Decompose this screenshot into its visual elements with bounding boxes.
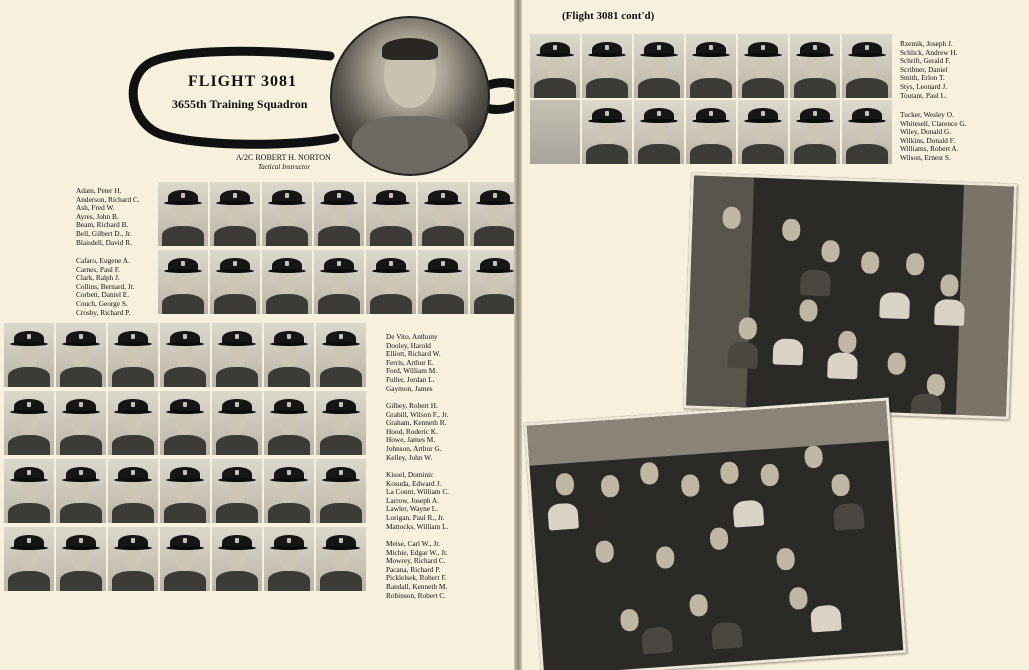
- cadet-portrait: [108, 323, 158, 387]
- cadet-name: Michie, Edgar W., Jr.: [386, 547, 448, 557]
- cadet-name: Robinson, Robert C.: [386, 590, 446, 600]
- cadet-portrait: [790, 34, 840, 98]
- cadet-portrait: [108, 391, 158, 455]
- name-block-8: [900, 111, 966, 163]
- cadet-name: Pacana, Richard P.: [386, 564, 441, 574]
- cadet-name: Elliott, Richard W.: [386, 349, 441, 359]
- cadet-name: Hood, Roderic K.: [386, 426, 438, 436]
- cadet-name: Tucker, Wesley O.: [900, 110, 954, 119]
- cadet-name: Gilbey, Robert H.: [386, 401, 438, 410]
- portrait-grid-bottom: [4, 323, 366, 591]
- cadet-portrait: [158, 250, 208, 314]
- cadet-name: Stys, Leonard J.: [900, 81, 948, 91]
- cadet-portrait: [530, 34, 580, 98]
- cadet-portrait: [4, 323, 54, 387]
- cadet-name: Anderson, Richard C.: [76, 194, 140, 204]
- cadet-name: Schrift, Gerald F.: [900, 56, 951, 66]
- cadet-portrait: [160, 323, 210, 387]
- cadet-name: Gaymon, James: [386, 383, 433, 393]
- cadet-portrait: [158, 182, 208, 246]
- cadet-name: Cafaro, Eugene A.: [76, 256, 130, 265]
- cadet-name: Wiley, Donald G.: [900, 127, 952, 137]
- cadet-portrait: [316, 459, 366, 523]
- cadet-name: Grabill, Wilson F., Jr.: [386, 409, 449, 419]
- instructor-name: A/2C ROBERT H. NORTON: [236, 153, 331, 162]
- cadet-portrait: [842, 34, 892, 98]
- cadet-portrait: [212, 459, 262, 523]
- cadet-name: Graham, Kenneth R.: [386, 418, 447, 428]
- cadet-portrait: [160, 527, 210, 591]
- cadet-portrait: [262, 250, 312, 314]
- cadet-name: Toutant, Paul L.: [900, 90, 947, 100]
- cadet-portrait: [4, 391, 54, 455]
- cadet-name: Schlick, Andrew H.: [900, 47, 958, 57]
- cadet-portrait: [160, 459, 210, 523]
- name-block-5: [386, 471, 449, 531]
- cadet-portrait: [418, 182, 468, 246]
- cadet-portrait: [212, 391, 262, 455]
- cadet-portrait: [108, 459, 158, 523]
- cadet-portrait: [212, 527, 262, 591]
- flight-title: FLIGHT 3081: [188, 73, 297, 90]
- cadet-name: Ash, Fred W.: [76, 203, 115, 213]
- squadron-subtitle: 3655th Training Squadron: [172, 97, 308, 111]
- cadet-name: Meise, Carl W., Jr.: [386, 539, 441, 548]
- cadet-portrait: [470, 250, 514, 314]
- cadet-portrait: [316, 323, 366, 387]
- cadet-name: Kissel, Dominic: [386, 470, 434, 479]
- cadet-name: Bell, Gilbert D., Jr.: [76, 228, 132, 238]
- cadet-portrait: [210, 182, 260, 246]
- cadet-name: Blaisdell, David R.: [76, 237, 132, 247]
- name-block-4: [386, 402, 448, 462]
- cadet-name: Dooley, Harold: [386, 340, 431, 350]
- cadet-name: Williams, Robert A.: [900, 144, 959, 154]
- instructor-title: Tactical Instructor: [258, 163, 311, 171]
- name-block-3: [386, 333, 441, 393]
- cadet-portrait: [56, 391, 106, 455]
- cadet-portrait: [264, 459, 314, 523]
- cadet-portrait: [842, 100, 892, 164]
- cadet-portrait: [4, 459, 54, 523]
- name-block-7: [900, 40, 958, 100]
- cadet-portrait: [470, 182, 514, 246]
- cadet-name: Larrow, Joseph A.: [386, 495, 440, 505]
- cadet-portrait: [56, 527, 106, 591]
- cadet-portrait: [582, 100, 632, 164]
- name-block-6: [386, 540, 448, 600]
- cadet-portrait: [210, 250, 260, 314]
- cadet-name: Carnes, Paul F.: [76, 264, 121, 274]
- cadet-name: Wilkins, Donald F.: [900, 135, 956, 145]
- right-page: [522, 0, 1029, 670]
- cadet-portrait: [314, 250, 364, 314]
- cadet-portrait: [366, 182, 416, 246]
- cadet-name: Lawler, Wayne L.: [386, 504, 439, 514]
- portrait-grid-top: [158, 182, 514, 314]
- cadet-name: La Count, William C.: [386, 487, 450, 497]
- cadet-name: Ford, William M.: [386, 366, 438, 376]
- cadet-name: Scribner, Daniel: [900, 64, 948, 74]
- cadet-portrait: [108, 527, 158, 591]
- group-photo-dayroom: [524, 398, 907, 670]
- cadet-name: De Vito, Anthony: [386, 332, 438, 341]
- cadet-portrait: [56, 323, 106, 387]
- cadet-name: Crosby, Richard P.: [76, 307, 131, 317]
- cadet-name: Rzemik, Joseph J.: [900, 39, 953, 48]
- cadet-name: Ayres, John B.: [76, 211, 119, 221]
- cadet-portrait: [634, 100, 684, 164]
- cadet-portrait: [56, 459, 106, 523]
- continued-title: (Flight 3081 cont'd): [562, 10, 655, 22]
- cadet-name: Kelley, John W.: [386, 452, 433, 462]
- blank-portrait-slot: [530, 100, 580, 164]
- cadet-portrait: [366, 250, 416, 314]
- cadet-portrait: [738, 100, 788, 164]
- cadet-name: Clark, Ralph J.: [76, 273, 120, 283]
- cadet-name: Wilson, Ernest S.: [900, 152, 951, 162]
- cadet-name: Lorigan, Paul R., Jr.: [386, 512, 445, 522]
- cadet-name: Picklelsek, Robert F.: [386, 573, 447, 583]
- cadet-name: Ferris, Arthur E.: [386, 357, 434, 367]
- cadet-portrait: [686, 100, 736, 164]
- cadet-name: Whitesell, Clarence G.: [900, 118, 967, 128]
- cadet-name: Beam, Richard B.: [76, 220, 129, 230]
- cadet-portrait: [686, 34, 736, 98]
- name-block-2: [76, 257, 135, 317]
- cadet-name: Mowrey, Richard C.: [386, 556, 446, 566]
- cadet-portrait: [4, 527, 54, 591]
- cadet-portrait: [582, 34, 632, 98]
- group-photo-barracks: [683, 172, 1017, 419]
- cadet-portrait: [314, 182, 364, 246]
- cadet-name: Corbett, Daniel E.: [76, 290, 130, 300]
- cadet-portrait: [212, 323, 262, 387]
- cadet-portrait: [634, 34, 684, 98]
- cadet-name: Smith, Erlon T.: [900, 73, 945, 83]
- cadet-portrait: [316, 527, 366, 591]
- cadet-name: Adam, Peter H.: [76, 186, 122, 195]
- cadet-name: Couch, George S.: [76, 298, 128, 308]
- left-page: [0, 0, 514, 670]
- cadet-name: Mattocks, William L.: [386, 521, 449, 531]
- portrait-grid-right: [530, 34, 892, 164]
- cadet-name: Johnson, Arthur G.: [386, 443, 442, 453]
- cadet-portrait: [264, 527, 314, 591]
- cadet-portrait: [264, 323, 314, 387]
- cadet-portrait: [418, 250, 468, 314]
- cadet-name: Randall, Kenneth M.: [386, 581, 448, 591]
- cadet-portrait: [262, 182, 312, 246]
- instructor-portrait: [330, 16, 490, 176]
- cadet-portrait: [316, 391, 366, 455]
- cadet-portrait: [790, 100, 840, 164]
- cadet-name: Collins, Bernard, Jr.: [76, 281, 135, 291]
- cadet-name: Howe, James M.: [386, 435, 436, 445]
- cadet-portrait: [738, 34, 788, 98]
- name-block-1: [76, 187, 140, 247]
- cadet-portrait: [264, 391, 314, 455]
- book-gutter: [514, 0, 522, 670]
- cadet-name: Fuller, Jordan L.: [386, 374, 435, 384]
- cadet-name: Kosuda, Edward J.: [386, 478, 442, 488]
- cadet-portrait: [160, 391, 210, 455]
